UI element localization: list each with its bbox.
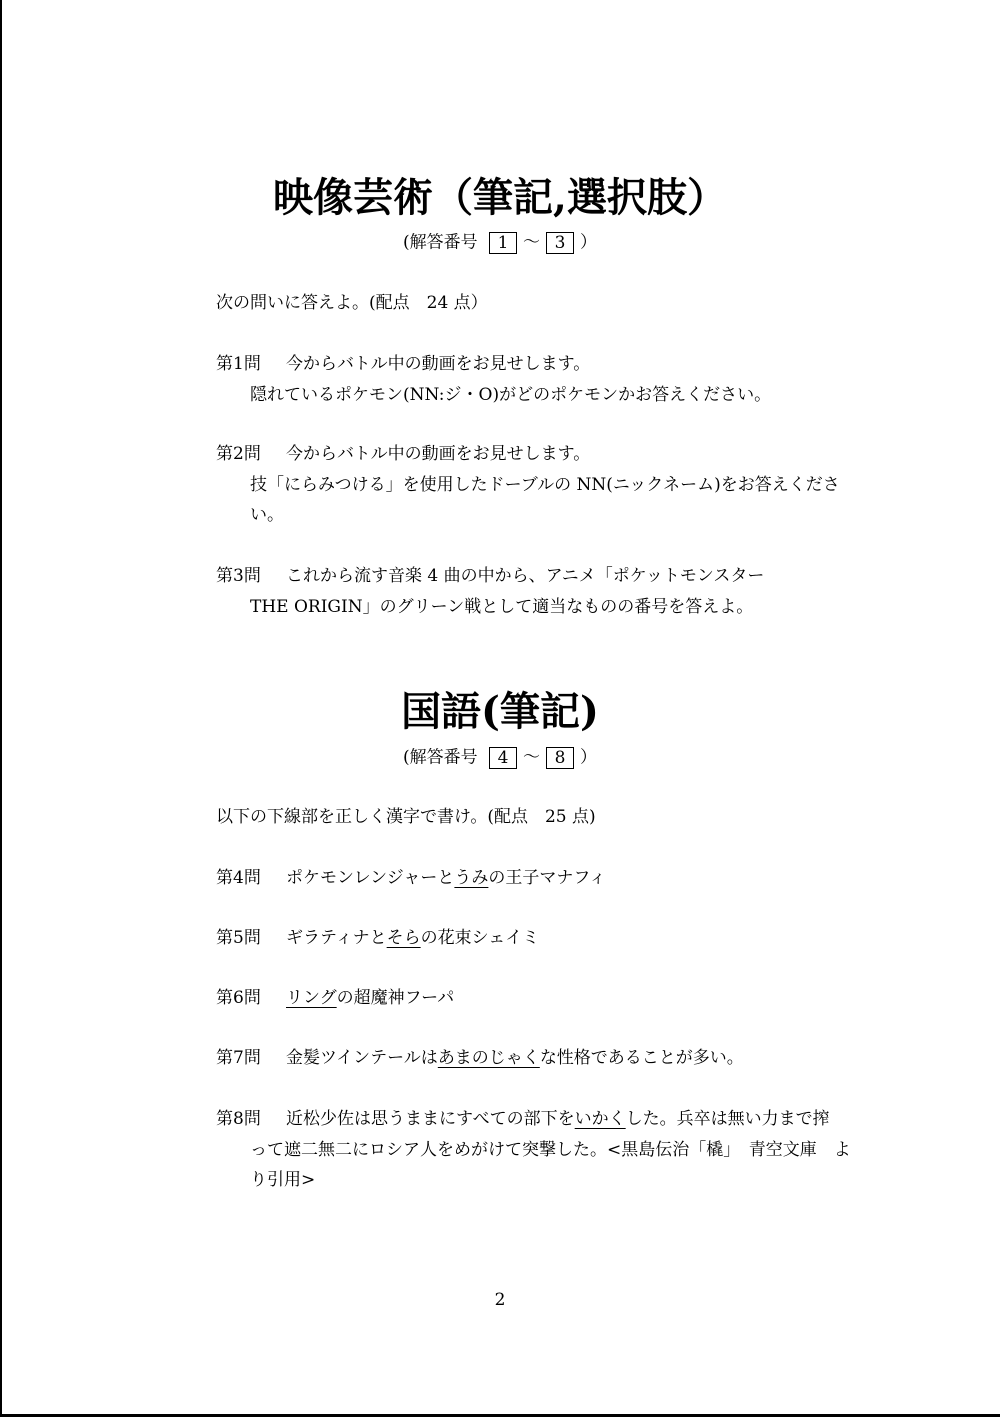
question-3 bbox=[216, 561, 860, 622]
question-number: 第2問 bbox=[216, 444, 261, 464]
answer-box-from: 4 bbox=[489, 747, 517, 769]
question-text: い。 bbox=[250, 505, 284, 525]
answer-box-to: 3 bbox=[546, 232, 574, 254]
answer-number-range bbox=[0, 747, 1000, 769]
question-text: 今からバトル中の動画をお見せします。 bbox=[286, 354, 591, 374]
question-text: これから流す音楽 4 曲の中から、アニメ「ポケットモンスター bbox=[286, 566, 765, 586]
answer-tilde: ～ bbox=[523, 232, 541, 253]
section-title-japanese: 国語(筆記) bbox=[401, 688, 599, 735]
question-text: ギラティナとそらの花束シェイミ bbox=[286, 928, 540, 948]
question-number: 第7問 bbox=[216, 1048, 261, 1068]
underlined-word: いかく bbox=[574, 1109, 626, 1129]
answer-suffix: ） bbox=[580, 747, 598, 768]
page-number: 2 bbox=[494, 1290, 506, 1310]
question-text: リングの超魔神フーパ bbox=[286, 988, 455, 1008]
section-title-visual-arts: 映像芸術（筆記,選択肢） bbox=[273, 174, 727, 221]
question-number: 第8問 bbox=[216, 1109, 261, 1129]
question-text: 技「にらみつける」を使用したドーブルの NN(ニックネーム)をお答えくださ bbox=[250, 474, 840, 495]
question-text: って遮二無二にロシア人をめがけて突撃した。<黒島伝治「橇」 青空文庫 よ bbox=[250, 1139, 851, 1160]
question-number: 第4問 bbox=[216, 868, 261, 888]
question-8 bbox=[216, 1104, 860, 1196]
question-6 bbox=[216, 983, 860, 1014]
underlined-word: そら bbox=[386, 928, 421, 948]
question-text: THE ORIGIN」のグリーン戦として適当なものの番号を答えよ。 bbox=[250, 596, 754, 617]
question-2 bbox=[216, 439, 860, 531]
underlined-word: リング bbox=[286, 988, 337, 1008]
question-4 bbox=[216, 863, 860, 894]
answer-number-range bbox=[0, 232, 1000, 254]
question-text: 今からバトル中の動画をお見せします。 bbox=[286, 444, 591, 464]
answer-prefix: (解答番号 bbox=[402, 747, 478, 768]
instruction: 以下の下線部を正しく漢字で書け。(配点 25 点) bbox=[216, 807, 596, 827]
question-number: 第1問 bbox=[216, 354, 261, 374]
question-1 bbox=[216, 349, 860, 410]
question-number: 第6問 bbox=[216, 988, 261, 1008]
question-text: 近松少佐は思うままにすべての部下をいかくした。兵卒は無い力まで搾 bbox=[286, 1109, 830, 1129]
answer-prefix: (解答番号 bbox=[402, 232, 478, 253]
question-text: 金髪ツインテールはあまのじゃくな性格であることが多い。 bbox=[286, 1048, 744, 1068]
question-5 bbox=[216, 923, 860, 954]
answer-suffix: ） bbox=[580, 232, 598, 253]
question-7 bbox=[216, 1043, 860, 1074]
answer-box-to: 8 bbox=[546, 747, 574, 769]
question-text: ポケモンレンジャーとうみの王子マナフィ bbox=[286, 868, 607, 888]
answer-tilde: ～ bbox=[523, 747, 541, 768]
question-text: り引用> bbox=[250, 1170, 316, 1190]
instruction: 次の問いに答えよ。(配点 24 点） bbox=[216, 293, 488, 313]
underlined-word: あまのじゃく bbox=[437, 1048, 540, 1068]
answer-box-from: 1 bbox=[489, 232, 517, 254]
question-number: 第5問 bbox=[216, 928, 261, 948]
underlined-word: うみ bbox=[454, 868, 489, 888]
question-text: 隠れているポケモン(NN:ジ・O)がどのポケモンかお答えください。 bbox=[250, 384, 772, 405]
question-number: 第3問 bbox=[216, 566, 261, 586]
